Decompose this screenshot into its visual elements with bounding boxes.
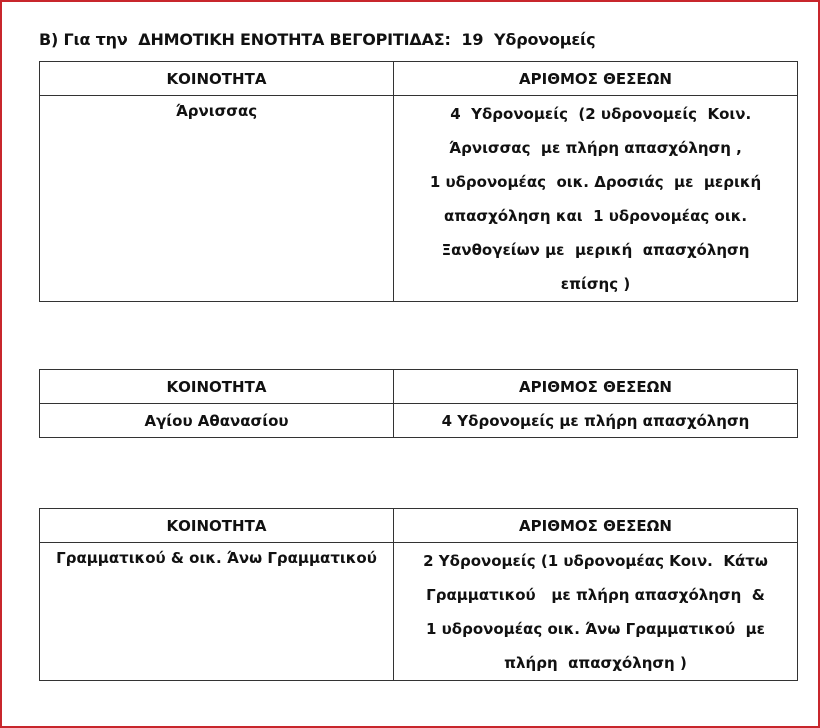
positions-line: απασχόληση και 1 υδρονομέας οικ. [443, 207, 748, 225]
table-header-row [40, 509, 798, 543]
header-positions: ΑΡΙΘΜΟΣ ΘΕΣΕΩΝ [394, 62, 798, 96]
table-row [40, 543, 798, 681]
positions-cell [394, 96, 798, 302]
header-community: ΚΟΙΝΟΤΗΤΑ [40, 62, 394, 96]
positions-line: Άρνισσας με πλήρη απασχόληση , [449, 139, 742, 157]
community-name: Αγίου Αθανασίου [40, 404, 394, 438]
positions-line: 2 Υδρονομείς (1 υδρονομέας Κοιν. Κάτω [423, 552, 768, 570]
positions-cell: 4 Υδρονομείς με πλήρη απασχόληση [394, 404, 798, 438]
table-row [40, 96, 798, 302]
table-header-row [40, 370, 798, 404]
header-positions: ΑΡΙΘΜΟΣ ΘΕΣΕΩΝ [394, 370, 798, 404]
table-row [40, 404, 798, 438]
community-table-arnissa [39, 61, 798, 302]
community-name: Γραμματικού & οικ. Άνω Γραμματικού [40, 543, 394, 681]
community-name: Άρνισσας [40, 96, 394, 302]
positions-line: πλήρη απασχόληση ) [504, 654, 687, 672]
table-header-row [40, 62, 798, 96]
positions-line: επίσης ) [560, 275, 631, 293]
positions-line: 1 υδρονομέας οικ. Δροσιάς με μερική [429, 173, 762, 191]
header-positions: ΑΡΙΘΜΟΣ ΘΕΣΕΩΝ [394, 509, 798, 543]
positions-line: 4 Υδρονομείς (2 υδρονομείς Κοιν. [439, 105, 752, 123]
positions-line: Γραμματικού με πλήρη απασχόληση & [426, 586, 765, 604]
positions-line: Ξανθογείων με μερική απασχόληση [441, 241, 750, 259]
community-table-agios-athanasios [39, 369, 798, 438]
community-table-grammatiko [39, 508, 798, 681]
positions-line: 1 υδρονομέας οικ. Άνω Γραμματικού με [426, 620, 765, 638]
section-heading: Β) Για την ΔΗΜΟΤΙΚΗ ΕΝΟΤΗΤΑ ΒΕΓΟΡΙΤΙΔΑΣ: 19 Υδρονομείς [39, 30, 596, 49]
positions-cell [394, 543, 798, 681]
header-community: ΚΟΙΝΟΤΗΤΑ [40, 509, 394, 543]
header-community: ΚΟΙΝΟΤΗΤΑ [40, 370, 394, 404]
